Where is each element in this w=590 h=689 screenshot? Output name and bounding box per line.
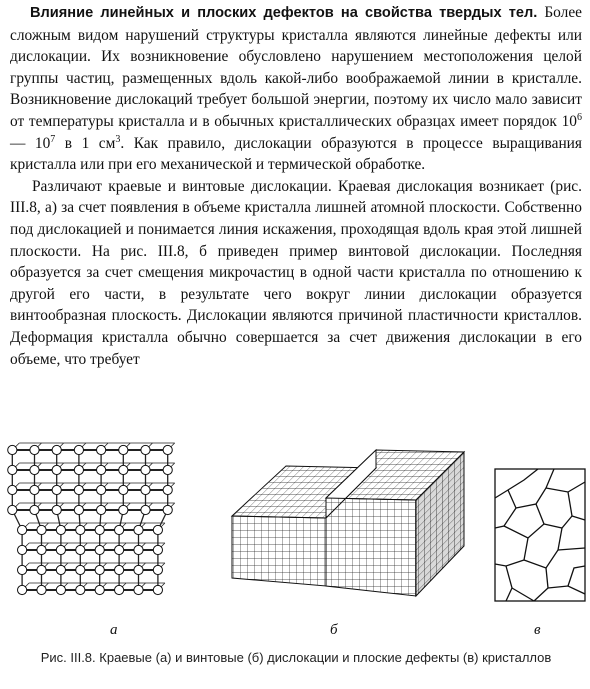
exponent-2: 7 (50, 133, 56, 145)
exponent-3: 3 (115, 133, 121, 145)
screw-dislocation-figure (226, 446, 474, 614)
edge-dislocation-figure (6, 436, 182, 612)
section-heading: Влияние линейных и плоских дефектов на свойства твердых тел. (30, 5, 538, 21)
figure-caption: Рис. III.8. Краевые (а) и винтовые (б) дислокации и плоские дефекты (в) кристаллов (40, 650, 552, 665)
figure-label-a: а (110, 622, 118, 638)
paragraph-2: Различают краевые и винтовые дислокации. Краевая дислокация возникает (рис. III.8, а) за счет появления в объеме кристалла лишней атомной плоскости. Собственно под дислокацией и понимается линия искажения, проходящая вдоль края этой лишней плоскости. На рис. III.8, б приведен пример винтовой дислокации. Последняя образуется за счет смещения микрочастиц в одной части кристалла по отношению к другой его части, в результате чего вокруг линии дислокации образуется винтообразная плоскость. Дислокации являются причиной пластичности кристаллов. Деформация кристалла обычно совершается за счет движения дислокации в его объеме, что требует (10, 177, 582, 368)
paragraph-1-text: Более сложным видом нарушений структуры кристалла являются линейные дефекты или дислокации. Их возникновение обусловлено нарушением местоположения целой группы частиц, размещенных вдоль какой-либо воображаемой линии в кристалле. Возникновение дислокаций требует большой энергии, поэтому их число мало зависит от температуры кристалла и в обычных кристаллических образцах имеет порядок 10 (10, 4, 582, 130)
figure-label-b: б (330, 622, 338, 638)
exponent-1: 6 (577, 111, 582, 123)
planar-defects-figure (494, 468, 586, 602)
paragraph-1 (10, 2, 582, 176)
body-text (10, 2, 582, 370)
figure-label-c: в (534, 622, 541, 638)
paragraph-1-range: — 10 (10, 134, 51, 152)
paragraph-1-unit: в 1 см (55, 134, 116, 152)
paragraph-1-end: . Как правило, дислокации образуются в процессе выращивания кристалла или при его механической и термической обработке. (10, 134, 582, 174)
